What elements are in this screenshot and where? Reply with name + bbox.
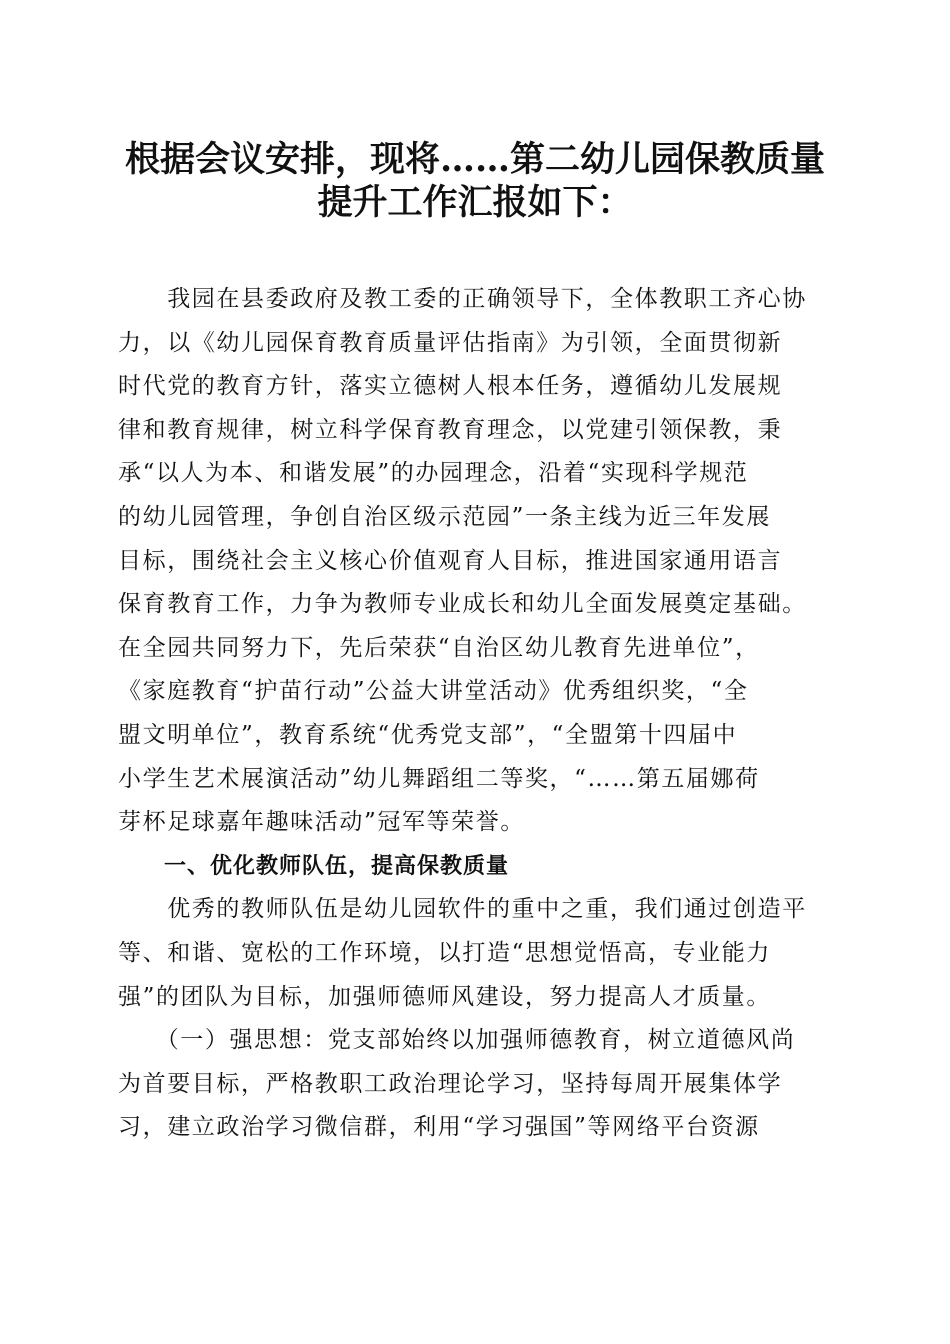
paragraph-line: 在全园共同努力下，先后荣获“自治区幼儿教育先进单位”， — [118, 634, 760, 661]
paragraph-line: 承“以人为本、和谐发展”的办园理念，沿着“实现科学规范 — [118, 460, 749, 487]
paragraph-line: 芽杯足球嘉年趣味活动”冠军等荣誉。 — [118, 809, 525, 836]
document-title-line-2: 提升工作汇报如下： — [317, 182, 633, 223]
paragraph-line: 保育教育工作，力争为教师专业成长和幼儿全面发展奠定基础。 — [118, 591, 807, 618]
paragraph-line: 《家庭教育“护苗行动”公益大讲堂活动》优秀组织奖，“全 — [118, 678, 749, 705]
paragraph-line: （一）强思想：党支部始终以加强师德教育，树立道德风尚 — [118, 1027, 796, 1054]
section-heading: 一、优化教师队伍，提高保教质量 — [118, 853, 510, 879]
paragraph-line: 习，建立政治学习微信群，利用“学习强国”等网络平台资源 — [118, 1114, 760, 1141]
paragraph-line: 优秀的教师队伍是幼儿园软件的重中之重，我们通过创造平 — [118, 896, 807, 923]
body-text — [118, 278, 830, 1150]
paragraph-line: 等、和谐、宽松的工作环境，以打造“思想觉悟高，专业能力 — [118, 939, 771, 966]
document-title-line-1: 根据会议安排，现将……第二幼儿园保教质量 — [124, 139, 825, 180]
paragraph-line: 为首要目标，严格教职工政治理论学习，坚持每周开展集体学 — [118, 1070, 783, 1097]
paragraph-line: 我园在县委政府及教工委的正确领导下，全体教职工齐心协 — [118, 286, 807, 312]
paragraph-line: 律和教育规律，树立科学保育教育理念，以党建引领保教，秉 — [118, 416, 783, 443]
paragraph-line: 盟文明单位”，教育系统“优秀党支部”，“全盟第十四届中 — [118, 721, 738, 748]
paragraph-line: 强”的团队为目标，加强师德师风建设，努力提高人才质量。 — [118, 983, 771, 1010]
paragraph-line: 目标，围绕社会主义核心价值观育人目标，推进国家通用语言 — [118, 547, 783, 574]
paragraph-line: 的幼儿园管理，争创自治区级示范园”一条主线为近三年发展 — [118, 503, 771, 530]
paragraph-line: 时代党的教育方针，落实立德树人根本任务，遵循幼儿发展规 — [118, 373, 783, 400]
paragraph-line: 力，以《幼儿园保育教育质量评估指南》为引领，全面贯彻新 — [118, 329, 783, 356]
paragraph-line: 小学生艺术展演活动”幼儿舞蹈组二等奖，“……第五届娜荷 — [118, 765, 760, 792]
